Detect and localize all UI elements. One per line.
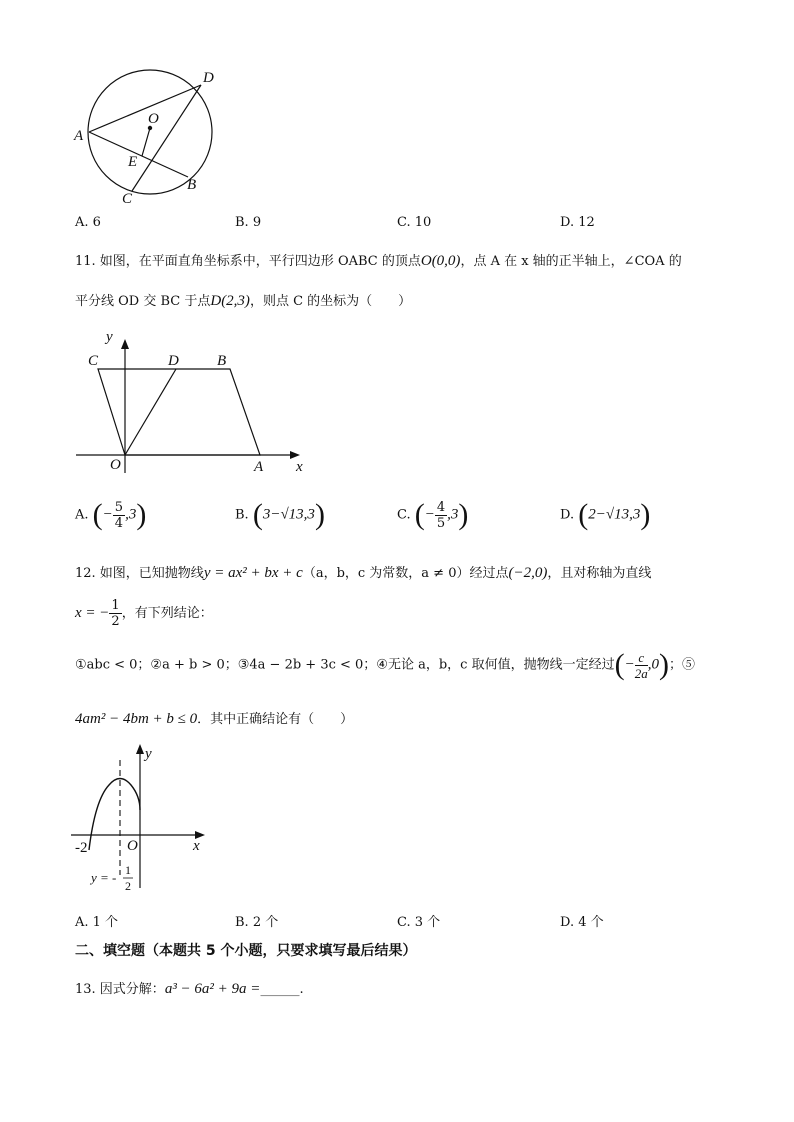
q11-option-d[interactable]: D. (2−√13,3) bbox=[560, 498, 651, 531]
chord-ad bbox=[89, 85, 201, 132]
label-c: C bbox=[122, 191, 133, 207]
label-d: D bbox=[203, 70, 214, 86]
label-b: B bbox=[217, 353, 227, 369]
answer-blank[interactable]: ______ bbox=[260, 982, 300, 997]
label-y: y bbox=[145, 746, 152, 762]
label-o: O bbox=[110, 457, 121, 473]
q11-option-a[interactable]: A. (− $\frac{5}{4}$ ,3) bbox=[75, 498, 147, 531]
q12-option-d[interactable]: D. 4 个 bbox=[560, 915, 604, 930]
label-x: x bbox=[193, 838, 200, 854]
section-heading: 二、填空题（本题共 5 个小题，只要求填写最后结果） bbox=[75, 943, 417, 959]
q10-option-b[interactable]: B. 9 bbox=[235, 215, 262, 230]
label-axis-den: 2 bbox=[125, 879, 131, 893]
label-a: A bbox=[74, 128, 84, 144]
q11-option-b[interactable]: B. (3−√13,3) bbox=[235, 498, 325, 531]
q11-line2 bbox=[75, 290, 411, 310]
label-x: x bbox=[296, 459, 303, 475]
chord-ab bbox=[89, 132, 188, 177]
q11-text-2a: 平分线 OD 交 BC 于点 bbox=[75, 294, 211, 309]
bisector-od bbox=[125, 369, 176, 455]
q10-option-d[interactable]: D. 12 bbox=[560, 215, 595, 230]
q13-line: 13. 因式分解：a³ − 6a² + 9a =______. bbox=[75, 981, 304, 997]
parallelogram-figure bbox=[70, 325, 315, 480]
label-y: y bbox=[106, 329, 113, 345]
circle-figure bbox=[60, 60, 230, 215]
q11-text-1b: ，点 A 在 x 轴的正半轴上，∠COA 的 bbox=[460, 254, 682, 269]
q12-line4: 4am² − 4bm + b ≤ 0．其中正确结论有（ ） bbox=[75, 711, 354, 727]
label-b: B bbox=[187, 177, 197, 193]
q11-option-c[interactable]: C. (− $\frac{4}{5}$ ,3) bbox=[397, 498, 469, 531]
q10-option-a[interactable]: A. 6 bbox=[75, 215, 101, 230]
segment-oe bbox=[142, 128, 150, 156]
label-o: O bbox=[127, 838, 138, 854]
label-axis-eq: y = - bbox=[91, 870, 117, 885]
y-axis-arrow bbox=[136, 744, 144, 754]
q11-text-2b: ，则点 C 的坐标为（ ） bbox=[249, 294, 412, 309]
q12-equation: y = ax² + bx + c bbox=[203, 565, 303, 581]
q12-point: (−2,0) bbox=[508, 565, 548, 581]
q11-point-d: D(2,3) bbox=[210, 293, 250, 309]
label-o: O bbox=[148, 111, 159, 127]
q12-option-a[interactable]: A. 1 个 bbox=[75, 915, 119, 930]
q12-line3: ①abc < 0；②a + b > 0；③4a − 2b + 3c < 0；④无论 a，b，c 取何值，抛物线一定经过(− $\frac{c}{2a}$ ,0)；⑤ bbox=[75, 648, 695, 681]
parallelogram-oabc bbox=[98, 369, 260, 455]
q12-line2: x = − $\frac{1}{2}$ ，有下列结论： bbox=[75, 598, 213, 629]
y-axis-arrow bbox=[121, 339, 129, 349]
q10-option-c[interactable]: C. 10 bbox=[397, 215, 432, 230]
q11-point-o: O(0,0) bbox=[420, 253, 461, 269]
label-minus2: -2 bbox=[75, 840, 88, 856]
label-d: D bbox=[168, 353, 179, 369]
q11-line1 bbox=[75, 250, 682, 270]
q12-option-c[interactable]: C. 3 个 bbox=[397, 915, 441, 930]
q12-option-b[interactable]: B. 2 个 bbox=[235, 915, 279, 930]
x-axis-arrow bbox=[290, 451, 300, 459]
label-c: C bbox=[88, 353, 99, 369]
label-a: A bbox=[254, 459, 264, 475]
q12-line1: 12. 如图，已知抛物线y = ax² + bx + c（a，b，c 为常数，a ≠ 0）经过点(−2,0)，且对称轴为直线 bbox=[75, 565, 652, 581]
parabola-figure bbox=[65, 740, 215, 900]
q11-text-1: 11. 如图，在平面直角坐标系中，平行四边形 OABC 的顶点 bbox=[75, 254, 421, 269]
label-e: E bbox=[128, 154, 138, 170]
chord-cd bbox=[132, 85, 201, 191]
label-axis-num: 1 bbox=[125, 863, 131, 877]
